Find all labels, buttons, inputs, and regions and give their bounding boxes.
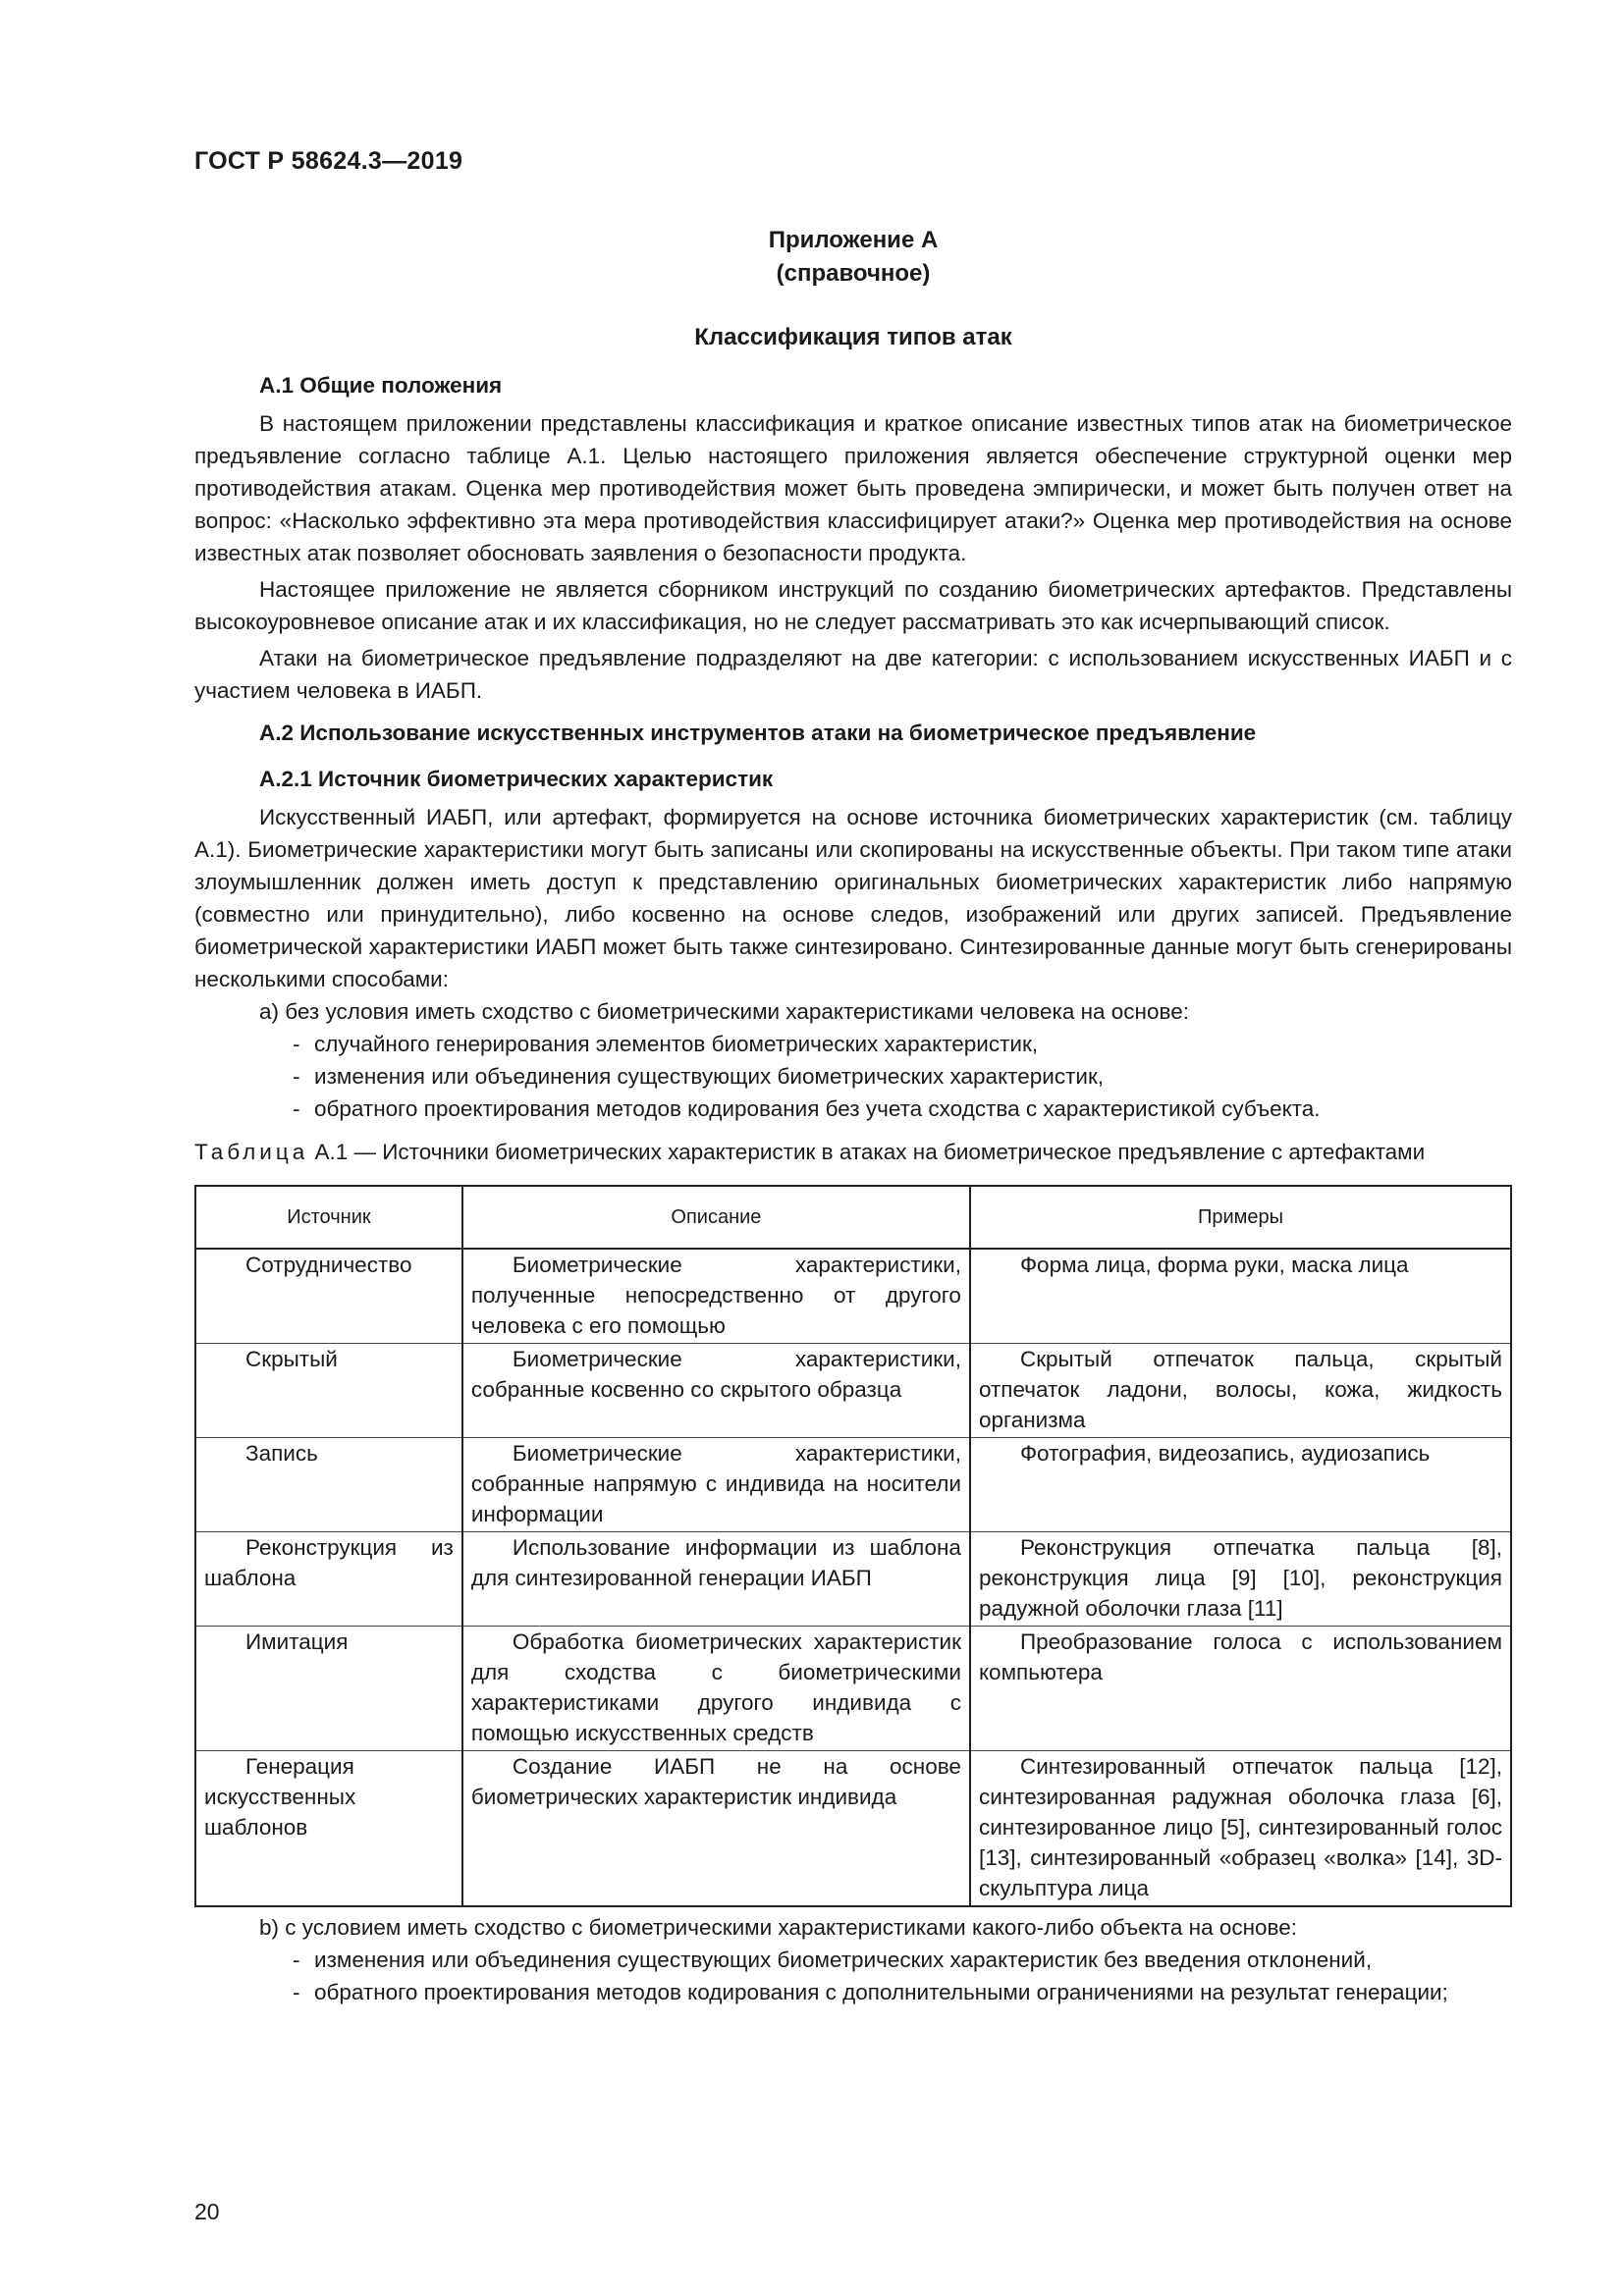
section-a2-heading: А.2 Использование искусственных инструментов атаки на биометрическое предъявление: [259, 721, 1257, 745]
table-caption: Таблица А.1 — Источники биометрических характеристик в атаках на биометрическое предъявление с артефактами: [194, 1140, 1426, 1164]
table-cell-examples: Реконструкция отпечатка пальца [8], реконструкция лица [9] [10], реконструкция радужной оболочки глаза [11]: [970, 1532, 1511, 1627]
annex-title: Классификация типов атак: [694, 324, 1012, 350]
table-cell-description: Обработка биометрических характеристик для сходства с биометрическими характеристиками другого индивида с помощью искусственных средств: [462, 1627, 970, 1751]
list-item-b-dash-1: - изменения или объединения существующих биометрических характеристик без введения отклонений,: [293, 1948, 1373, 1972]
table-cell-source: Сотрудничество: [195, 1249, 462, 1344]
list-item-a-dash-2: - изменения или объединения существующих биометрических характеристик,: [293, 1064, 1105, 1089]
table-row: [195, 1249, 1511, 1344]
annex-heading: [194, 224, 1512, 291]
table-row: [195, 1627, 1511, 1751]
table-row: [195, 1532, 1511, 1627]
table-cell-source: Имитация: [195, 1627, 462, 1751]
table-row: [195, 1751, 1511, 1907]
table-cell-source: Реконструкция из шаблона: [195, 1532, 462, 1627]
section-a1-heading: А.1 Общие положения: [259, 373, 503, 398]
list-item-a: а) без условия иметь сходство с биометрическими характеристиками человека на основе:: [259, 999, 1189, 1024]
table-cell-examples: Фотография, видеозапись, аудиозапись: [970, 1438, 1511, 1532]
table-cell-description: Использование информации из шаблона для синтезированной генерации ИАБП: [462, 1532, 970, 1627]
table-cell-source: Скрытый: [195, 1344, 462, 1438]
annex-status: (справочное): [776, 260, 931, 287]
table-cell-description: Биометрические характеристики, полученные непосредственно от другого человека с его помощью: [462, 1249, 970, 1344]
table-cell-description: Создание ИАБП не на основе биометрических характеристик индивида: [462, 1751, 970, 1907]
column-header-description: Описание: [462, 1186, 970, 1249]
table-header-row: [195, 1186, 1511, 1249]
list-item-a-dash-3: - обратного проектирования методов кодирования без учета сходства с характеристикой субъекта.: [293, 1096, 1321, 1121]
section-a1-paragraph-1: В настоящем приложении представлены классификация и краткое описание известных типов атак на биометрическое предъявление согласно таблице А.1. Целью настоящего приложения является обеспечение структурной оценки мер противодействия атакам. Оценка мер противодействия может быть проведена эмпирически, и может быть получен ответ на вопрос: «Насколько эффективно эта мера противодействия классифицирует атаки?» Оценка мер противодействия на основе известных атак позволяет обосновать заявления о безопасности продукта.: [194, 411, 1512, 565]
table-cell-examples: Синтезированный отпечаток пальца [12], синтезированная радужная оболочка глаза [6], синтезированное лицо [5], синтезированный голос [13], синтезированный «образец «волка» [14], 3D-скульптура лица: [970, 1751, 1511, 1907]
section-a1-paragraph-3: Атаки на биометрическое предъявление подразделяют на две категории: с использованием искусственных ИАБП и с участием человека в ИАБП.: [194, 646, 1512, 703]
section-a21-heading: А.2.1 Источник биометрических характеристик: [259, 767, 774, 791]
section-a1-paragraph-2: Настоящее приложение не является сборником инструкций по созданию биометрических артефактов. Представлены высокоуровневое описание атак и их классификация, но не следует рассматривать это как исчерпывающий список.: [194, 577, 1512, 634]
table-cell-examples: Преобразование голоса с использованием компьютера: [970, 1627, 1511, 1751]
table-row: [195, 1344, 1511, 1438]
page-number: 20: [194, 2199, 220, 2224]
table-cell-description: Биометрические характеристики, собранные косвенно со скрытого образца: [462, 1344, 970, 1438]
list-item-b: b) с условием иметь сходство с биометрическими характеристиками какого-либо объекта на основе:: [259, 1915, 1298, 1940]
standard-code: ГОСТ Р 58624.3—2019: [194, 147, 463, 175]
list-item-b-dash-2: - обратного проектирования методов кодирования с дополнительными ограничениями на результат генерации;: [293, 1980, 1448, 2004]
sources-table: [194, 1185, 1512, 1907]
table-cell-description: Биометрические характеристики, собранные напрямую с индивида на носители информации: [462, 1438, 970, 1532]
table-row: [195, 1438, 1511, 1532]
table-cell-source: Генерация искусственных шаблонов: [195, 1751, 462, 1907]
annex-label: Приложение А: [768, 227, 939, 253]
list-item-a-dash-1: - случайного генерирования элементов биометрических характеристик,: [293, 1032, 1039, 1056]
table-cell-source: Запись: [195, 1438, 462, 1532]
document-body: [194, 369, 1512, 2008]
table-cell-examples: Скрытый отпечаток пальца, скрытый отпечаток ладони, волосы, кожа, жидкость организма: [970, 1344, 1511, 1438]
table-cell-examples: Форма лица, форма руки, маска лица: [970, 1249, 1511, 1344]
column-header-examples: Примеры: [970, 1186, 1511, 1249]
section-a21-paragraph-1: Искусственный ИАБП, или артефакт, формируется на основе источника биометрических характеристик (см. таблицу А.1). Биометрические характеристики могут быть записаны или скопированы на искусственные объекты. При таком типе атаки злоумышленник должен иметь доступ к представлению оригинальных биометрических характеристик либо напрямую (совместно или принудительно), либо косвенно на основе следов, изображений или других записей. Предъявление биометрической характеристики ИАБП может быть также синтезировано. Синтезированные данные могут быть сгенерированы несколькими способами:: [194, 805, 1512, 991]
column-header-source: Источник: [195, 1186, 462, 1249]
